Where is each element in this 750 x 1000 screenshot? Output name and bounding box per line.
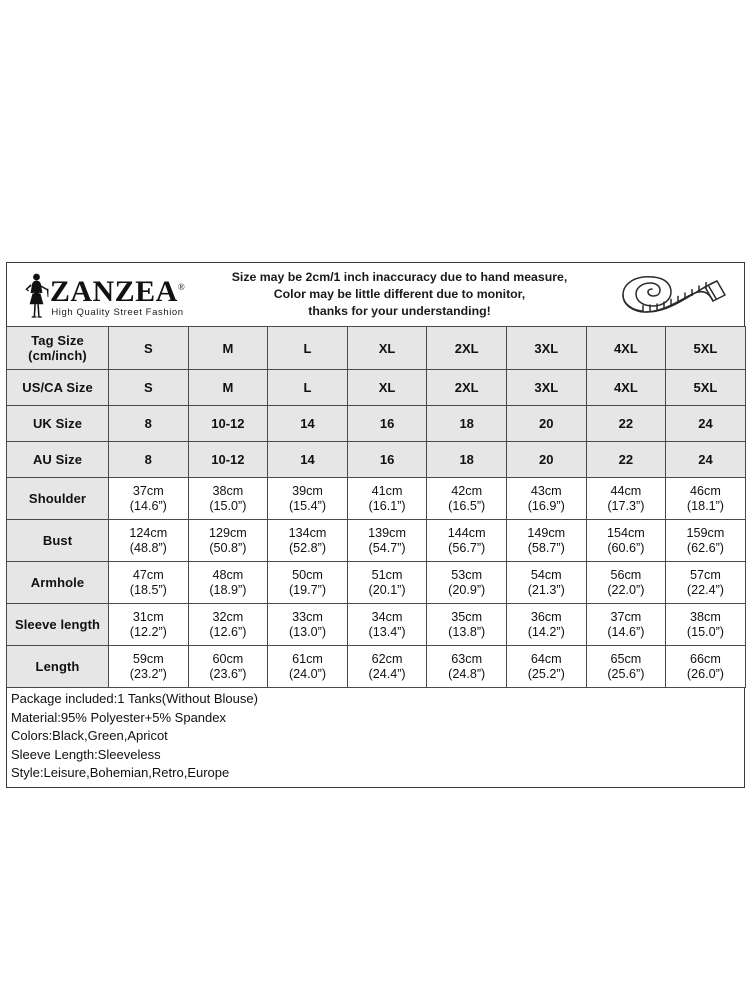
- value-inch: (12.2”): [129, 624, 167, 639]
- chart-header-banner: [6, 262, 745, 326]
- value-cm: 44cm: [610, 483, 642, 498]
- value-inch: (24.8”): [448, 666, 486, 681]
- registered-mark-icon: ®: [177, 282, 186, 292]
- tag-size-line-1: Tag Size: [31, 333, 84, 348]
- value-cm: 34cm: [371, 609, 403, 624]
- value-cm: 149cm: [527, 525, 566, 540]
- value-inch: (15.0”): [209, 498, 247, 513]
- value-inch: (15.4”): [288, 498, 327, 513]
- table-cell: 3XL: [506, 327, 586, 370]
- value-inch: (23.6”): [209, 666, 247, 681]
- table-cell: [586, 478, 666, 520]
- value-inch: (18.9”): [209, 582, 247, 597]
- value-inch: (52.8”): [288, 540, 327, 555]
- value-cm: 124cm: [129, 525, 168, 540]
- value-inch: (60.6”): [607, 540, 645, 555]
- table-cell: 8: [109, 406, 189, 442]
- table-cell: [427, 562, 507, 604]
- table-cell: [109, 562, 189, 604]
- value-cm: 139cm: [368, 525, 406, 540]
- table-cell: [586, 520, 666, 562]
- notice-line-3: thanks for your understanding!: [308, 304, 491, 318]
- value-inch: (17.3”): [607, 498, 645, 513]
- table-cell: 16: [347, 406, 427, 442]
- table-cell: S: [109, 370, 189, 406]
- value-inch: (15.0”): [686, 624, 724, 639]
- table-cell: 18: [427, 442, 507, 478]
- value-inch: (58.7”): [527, 540, 565, 555]
- table-cell: [109, 520, 189, 562]
- table-cell: [347, 478, 427, 520]
- table-cell: L: [268, 370, 348, 406]
- value-inch: (14.6”): [607, 624, 645, 639]
- value-inch: (13.0”): [288, 624, 327, 639]
- notice-line-2: Color may be little different due to monitor,: [273, 287, 526, 301]
- table-cell: 3XL: [506, 370, 586, 406]
- row-label-shoulder: Shoulder: [7, 478, 109, 520]
- size-chart: [6, 262, 745, 788]
- table-cell: 18: [427, 406, 507, 442]
- row-label-tag-size: [7, 327, 109, 370]
- value-inch: (16.9”): [527, 498, 565, 513]
- table-cell: 14: [268, 442, 348, 478]
- tag-size-line-2: (cm/inch): [28, 348, 87, 363]
- table-cell: [506, 646, 586, 688]
- value-cm: 62cm: [371, 651, 403, 666]
- value-inch: (16.1”): [368, 498, 406, 513]
- value-cm: 56cm: [610, 567, 642, 582]
- value-cm: 38cm: [690, 609, 721, 624]
- table-cell: 10-12: [188, 442, 268, 478]
- table-cell: [666, 478, 746, 520]
- table-row-uk-size: [7, 406, 746, 442]
- size-table: [6, 326, 746, 688]
- table-cell: 2XL: [427, 327, 507, 370]
- row-label-bust: Bust: [7, 520, 109, 562]
- value-inch: (22.0”): [607, 582, 645, 597]
- value-cm: 159cm: [686, 525, 725, 540]
- brand-tagline: High Quality Street Fashion: [51, 307, 184, 318]
- value-cm: 43cm: [530, 483, 562, 498]
- measuring-tape-icon: [604, 267, 744, 323]
- table-cell: [347, 562, 427, 604]
- row-label-au-size: AU Size: [7, 442, 109, 478]
- row-label-armhole: Armhole: [7, 562, 109, 604]
- table-cell: [666, 604, 746, 646]
- value-cm: 51cm: [371, 567, 403, 582]
- table-cell: [666, 646, 746, 688]
- value-cm: 66cm: [690, 651, 721, 666]
- detail-sleeve-length: Sleeve Length:Sleeveless: [11, 746, 161, 762]
- value-inch: (14.2”): [527, 624, 565, 639]
- table-cell: 5XL: [666, 370, 746, 406]
- table-cell: S: [109, 327, 189, 370]
- value-cm: 33cm: [292, 609, 323, 624]
- table-row-au-size: [7, 442, 746, 478]
- detail-colors: Colors:Black,Green,Apricot: [11, 728, 168, 743]
- value-cm: 50cm: [292, 567, 323, 582]
- table-cell: [586, 646, 666, 688]
- table-cell: [188, 562, 268, 604]
- row-label-uk-size: UK Size: [7, 406, 109, 442]
- table-cell: [586, 562, 666, 604]
- table-cell: 24: [666, 442, 746, 478]
- table-row-shoulder: [7, 478, 746, 520]
- value-inch: (50.8”): [209, 540, 247, 555]
- value-inch: (21.3”): [527, 582, 565, 597]
- value-cm: 39cm: [292, 483, 323, 498]
- table-cell: 4XL: [586, 327, 666, 370]
- table-cell: [268, 604, 348, 646]
- table-cell: [427, 646, 507, 688]
- product-details-box: [6, 688, 745, 788]
- table-cell: 22: [586, 406, 666, 442]
- value-cm: 36cm: [530, 609, 562, 624]
- table-cell: [188, 520, 268, 562]
- value-cm: 41cm: [371, 483, 403, 498]
- row-label-length: Length: [7, 646, 109, 688]
- table-row-sleeve-length: [7, 604, 746, 646]
- table-cell: [586, 604, 666, 646]
- table-row-length: [7, 646, 746, 688]
- value-cm: 61cm: [292, 651, 323, 666]
- value-cm: 144cm: [447, 525, 486, 540]
- value-cm: 32cm: [212, 609, 244, 624]
- value-cm: 47cm: [132, 567, 164, 582]
- table-cell: 16: [347, 442, 427, 478]
- table-row-bust: [7, 520, 746, 562]
- value-inch: (22.4”): [686, 582, 724, 597]
- table-cell: [506, 604, 586, 646]
- table-cell: [188, 646, 268, 688]
- value-cm: 46cm: [690, 483, 721, 498]
- value-inch: (25.2”): [527, 666, 565, 681]
- value-inch: (13.8”): [448, 624, 486, 639]
- table-cell: 24: [666, 406, 746, 442]
- table-cell: 22: [586, 442, 666, 478]
- table-cell: [427, 520, 507, 562]
- woman-silhouette-icon: [23, 272, 49, 318]
- table-cell: [666, 562, 746, 604]
- table-row-tag-size: [7, 327, 746, 370]
- table-row-usca-size: [7, 370, 746, 406]
- value-cm: 31cm: [132, 609, 164, 624]
- value-cm: 42cm: [451, 483, 483, 498]
- table-cell: 2XL: [427, 370, 507, 406]
- detail-material: Material:95% Polyester+5% Spandex: [11, 709, 226, 725]
- value-cm: 63cm: [451, 651, 483, 666]
- table-cell: [506, 478, 586, 520]
- row-label-usca-size: US/CA Size: [7, 370, 109, 406]
- value-inch: (20.1”): [368, 582, 406, 597]
- table-cell: [347, 646, 427, 688]
- table-cell: XL: [347, 327, 427, 370]
- table-cell: [109, 646, 189, 688]
- table-row-armhole: [7, 562, 746, 604]
- value-cm: 60cm: [212, 651, 244, 666]
- table-cell: [188, 478, 268, 520]
- value-inch: (48.8”): [129, 540, 167, 555]
- table-cell: 5XL: [666, 327, 746, 370]
- table-cell: 20: [506, 442, 586, 478]
- notice-line-1: Size may be 2cm/1 inch inaccuracy due to hand measure,: [231, 270, 568, 284]
- table-cell: 20: [506, 406, 586, 442]
- table-cell: L: [268, 327, 348, 370]
- value-cm: 134cm: [288, 525, 327, 540]
- value-inch: (56.7”): [448, 540, 486, 555]
- value-cm: 64cm: [530, 651, 562, 666]
- value-cm: 65cm: [610, 651, 642, 666]
- value-inch: (18.1”): [686, 498, 724, 513]
- value-inch: (62.6”): [686, 540, 724, 555]
- table-cell: M: [188, 370, 268, 406]
- detail-style: Style:Leisure,Bohemian,Retro,Europe: [11, 765, 230, 780]
- table-cell: 14: [268, 406, 348, 442]
- table-cell: [666, 520, 746, 562]
- measurement-notice: [195, 269, 604, 320]
- table-cell: XL: [347, 370, 427, 406]
- table-cell: [347, 604, 427, 646]
- detail-package-included: Package included:1 Tanks(Without Blouse): [11, 691, 258, 706]
- value-inch: (26.0”): [686, 666, 724, 681]
- value-cm: 54cm: [530, 567, 562, 582]
- table-cell: [109, 478, 189, 520]
- value-inch: (18.5”): [129, 582, 167, 597]
- table-cell: [188, 604, 268, 646]
- value-cm: 154cm: [606, 525, 645, 540]
- value-inch: (23.2”): [129, 666, 167, 681]
- table-cell: [268, 478, 348, 520]
- value-inch: (14.6”): [129, 498, 167, 513]
- table-cell: [268, 520, 348, 562]
- table-cell: [268, 646, 348, 688]
- value-inch: (19.7”): [288, 582, 327, 597]
- table-cell: 4XL: [586, 370, 666, 406]
- value-cm: 53cm: [451, 567, 483, 582]
- value-cm: 38cm: [212, 483, 244, 498]
- value-inch: (24.4”): [368, 666, 406, 681]
- table-cell: [506, 562, 586, 604]
- table-cell: [427, 478, 507, 520]
- value-inch: (54.7”): [368, 540, 406, 555]
- table-cell: [109, 604, 189, 646]
- value-cm: 48cm: [212, 567, 244, 582]
- value-inch: (20.9”): [448, 582, 486, 597]
- value-cm: 59cm: [132, 651, 164, 666]
- table-cell: M: [188, 327, 268, 370]
- value-inch: (12.6”): [209, 624, 247, 639]
- value-inch: (25.6”): [607, 666, 645, 681]
- table-cell: 10-12: [188, 406, 268, 442]
- value-cm: 57cm: [690, 567, 721, 582]
- value-inch: (16.5”): [448, 498, 486, 513]
- value-inch: (24.0”): [288, 666, 327, 681]
- value-inch: (13.4”): [368, 624, 406, 639]
- table-cell: [268, 562, 348, 604]
- value-cm: 37cm: [132, 483, 164, 498]
- brand-name: ZANZEA®: [49, 275, 186, 308]
- table-cell: 8: [109, 442, 189, 478]
- value-cm: 37cm: [610, 609, 642, 624]
- table-cell: [506, 520, 586, 562]
- brand-logo: [7, 272, 195, 318]
- value-cm: 129cm: [208, 525, 247, 540]
- table-cell: [427, 604, 507, 646]
- table-cell: [347, 520, 427, 562]
- value-cm: 35cm: [451, 609, 483, 624]
- row-label-sleeve-length: Sleeve length: [7, 604, 109, 646]
